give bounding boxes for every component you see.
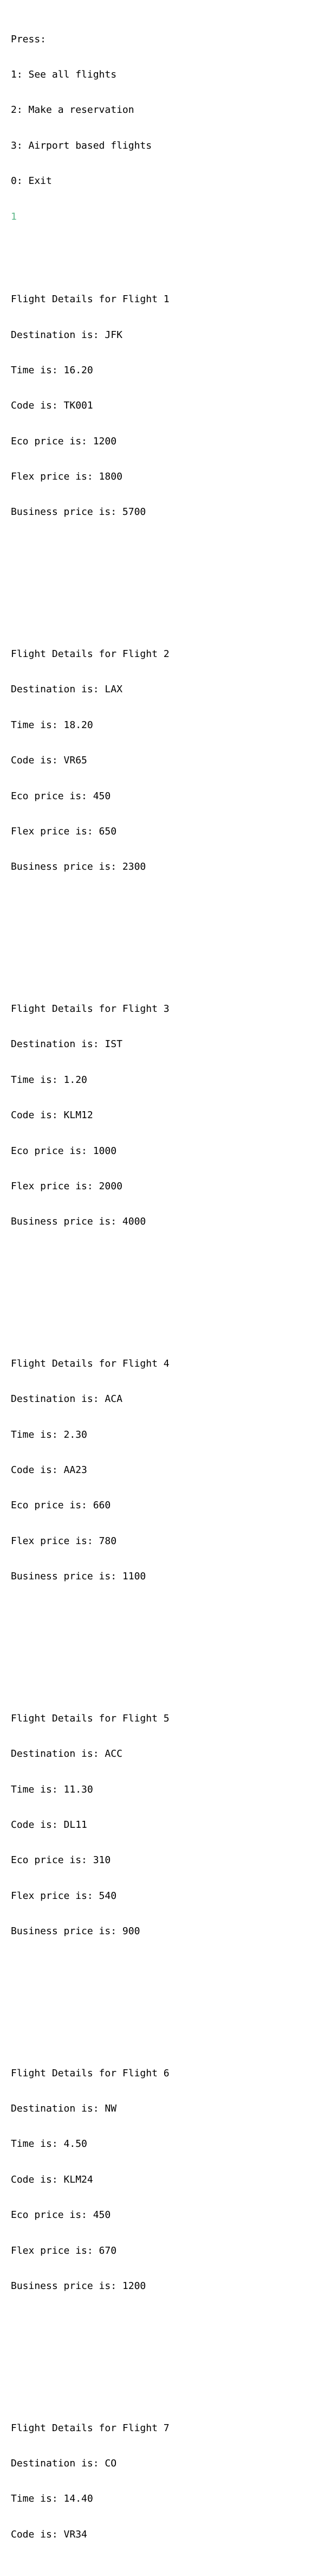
flight-code: Code is: VR34	[11, 2528, 87, 2540]
flight-code: Code is: VR65	[11, 755, 87, 767]
flight-business-price: Business price is: 1100	[11, 1571, 146, 1583]
flight-destination: Destination is: ACA	[11, 1393, 122, 1405]
flight-destination: Destination is: NW	[11, 2103, 117, 2115]
menu-option-reservation: 2: Make a reservation	[11, 104, 134, 116]
blank-line	[11, 1606, 320, 1618]
menu-option-see-all: 1: See all flights	[11, 68, 117, 80]
flight-destination: Destination is: CO	[11, 2457, 117, 2469]
flight-code: Code is: AA23	[11, 1464, 87, 1476]
flight-flex-price: Flex price is: 650	[11, 825, 117, 837]
flight-eco-price: Eco price is: 660	[11, 1500, 111, 1512]
flight-business-price: Business price is: 1200	[11, 2280, 146, 2292]
flight-time: Time is: 14.40	[11, 2493, 93, 2505]
flight-time: Time is: 2.30	[11, 1429, 87, 1440]
flight-header: Flight Details for Flight 3	[11, 1003, 170, 1015]
flight-block	[11, 2044, 320, 2351]
flight-code: Code is: KLM24	[11, 2173, 93, 2185]
flight-destination: Destination is: JFK	[11, 329, 122, 341]
flight-business-price: Business price is: 5700	[11, 506, 146, 518]
flight-flex-price: Flex price is: 540	[11, 1890, 117, 1902]
flight-time: Time is: 16.20	[11, 364, 93, 376]
flight-header: Flight Details for Flight 1	[11, 294, 170, 305]
flight-destination: Destination is: LAX	[11, 684, 122, 696]
menu-prompt: Press:	[11, 33, 47, 45]
flight-header: Flight Details for Flight 6	[11, 2067, 170, 2079]
flight-block	[11, 1689, 320, 1997]
flight-destination: Destination is: ACC	[11, 1748, 122, 1760]
flight-block	[11, 624, 320, 932]
menu-option-airport: 3: Airport based flights	[11, 139, 152, 151]
flight-eco-price: Eco price is: 1200	[11, 435, 117, 447]
flight-time: Time is: 11.30	[11, 1783, 93, 1795]
flight-time: Time is: 18.20	[11, 719, 93, 731]
blank-line	[11, 1961, 320, 1973]
console-output	[11, 10, 320, 2576]
blank-line	[11, 1252, 320, 1264]
flight-eco-price: Eco price is: 1000	[11, 1145, 117, 1157]
blank-line	[11, 897, 320, 909]
flight-business-price: Business price is: 900	[11, 1925, 140, 1937]
flight-eco-price: Eco price is: 310	[11, 1854, 111, 1866]
flight-header: Flight Details for Flight 4	[11, 1357, 170, 1369]
flight-flex-price: Flex price is: 1800	[11, 471, 122, 483]
flight-header: Flight Details for Flight 5	[11, 1712, 170, 1724]
flight-eco-price: Eco price is: 450	[11, 790, 111, 802]
flight-block	[11, 1334, 320, 1642]
flight-time: Time is: 4.50	[11, 2138, 87, 2150]
flight-business-price: Business price is: 4000	[11, 1216, 146, 1228]
flight-block	[11, 2399, 320, 2564]
blank-line	[11, 542, 320, 554]
flight-code: Code is: KLM12	[11, 1110, 93, 1121]
flight-flex-price: Flex price is: 670	[11, 2245, 117, 2256]
user-input-echo: 1	[11, 211, 17, 222]
menu-option-exit: 0: Exit	[11, 175, 52, 187]
flight-code: Code is: TK001	[11, 400, 93, 412]
flight-destination: Destination is: IST	[11, 1038, 122, 1050]
flight-flex-price: Flex price is: 780	[11, 1535, 117, 1547]
flight-eco-price: Eco price is: 450	[11, 2209, 111, 2221]
flight-time: Time is: 1.20	[11, 1074, 87, 1086]
flight-header: Flight Details for Flight 2	[11, 648, 170, 660]
flight-block	[11, 979, 320, 1287]
flight-flex-price: Flex price is: 2000	[11, 1180, 122, 1192]
flight-code: Code is: DL11	[11, 1819, 87, 1831]
blank-line	[11, 2316, 320, 2328]
flight-block	[11, 270, 320, 578]
flight-business-price: Business price is: 2300	[11, 861, 146, 873]
flight-header: Flight Details for Flight 7	[11, 2422, 170, 2434]
